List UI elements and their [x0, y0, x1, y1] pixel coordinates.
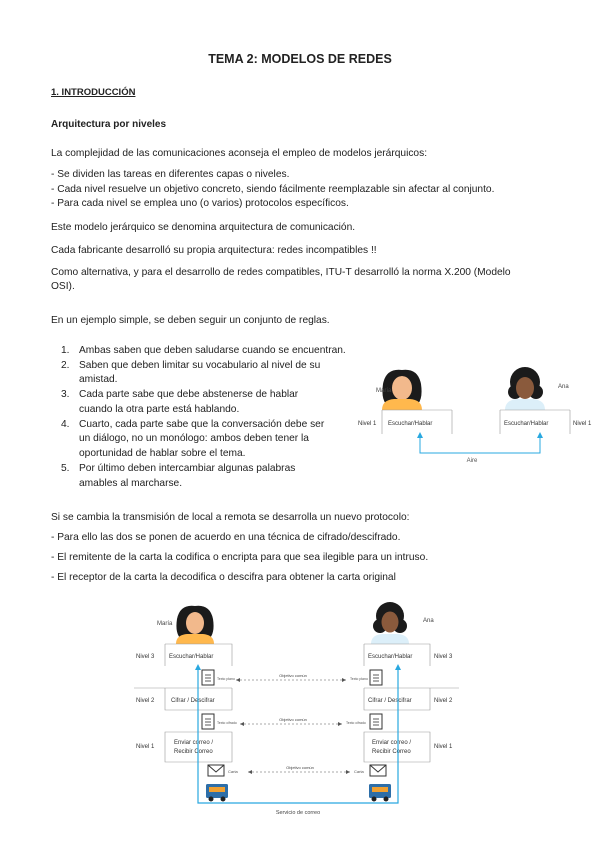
bullet-item: - Cada nivel resuelve un objetivo concreto, siendo fácilmente reemplazable sin afectar al conjunto. — [51, 184, 495, 195]
bullet-item: - Para ello las dos se ponen de acuerdo en una técnica de cifrado/descifrado. — [51, 532, 401, 543]
bullet-item: - El remitente de la carta la codifica o encripta para que sea ilegible para un intruso. — [51, 552, 429, 563]
rule-line: Cuarto, cada parte sabe que la conversación debe ser — [79, 419, 325, 430]
encrypted-document-icon — [202, 714, 214, 729]
encrypted-document-icon — [370, 714, 382, 729]
section-heading: 1. INTRODUCCIÓN — [51, 87, 136, 98]
document-icon — [202, 670, 214, 685]
diagram2-box-right: Cifrar / Descifrar — [368, 698, 412, 704]
diagram-level-left: Nivel 1 — [358, 421, 377, 427]
rule-line: oportunidad de hablar sobre el tema. — [79, 448, 246, 459]
rule-number: 4. — [61, 419, 70, 430]
subheading: Arquitectura por niveles — [51, 119, 167, 130]
rule-line: Cada parte sabe que debe abstenerse de hablar — [79, 389, 299, 400]
diagram2-level-right: Nivel 1 — [434, 744, 453, 750]
bullet-item: - Para cada nivel se emplea uno (o varios) protocolos específicos. — [51, 198, 349, 209]
diagram2-service-label: Servicio de correo — [275, 810, 321, 816]
diagram2-doc-left: Carta — [228, 769, 238, 774]
paragraph-remote: Si se cambia la transmisión de local a remota se desarrolla un nuevo protocolo: — [51, 512, 410, 523]
diagram2-box-right: Enviar correo / — [372, 740, 412, 746]
diagram2-doc-left: Texto cifrado — [217, 721, 237, 725]
paragraph-vendor: Cada fabricante desarrolló su propia arquitectura: redes incompatibles !! — [51, 245, 377, 256]
rule-number: 3. — [61, 389, 70, 400]
person-maria-icon — [176, 606, 214, 644]
document-icon — [370, 670, 382, 685]
diagram-medium-label: Aire — [466, 458, 478, 464]
diagram-name-ana: Ana — [558, 384, 569, 390]
paragraph-model: Este modelo jerárquico se denomina arquitectura de comunicación. — [51, 222, 356, 233]
diagram-box-left: Escuchar/Hablar — [388, 421, 433, 427]
diagram2-box-left: Enviar correo / — [174, 740, 214, 746]
diagram2-level-right: Nivel 3 — [434, 654, 453, 660]
diagram2-level-left: Nivel 3 — [136, 654, 155, 660]
page-title: TEMA 2: MODELOS DE REDES — [208, 52, 392, 66]
diagram2-doc-right: Texto plano — [350, 677, 368, 681]
paragraph-alt-line1: Como alternativa, y para el desarrollo de redes compatibles, ITU-T desarrolló la norma X.200 (Modelo — [51, 267, 511, 278]
diagram2-box-right: Escuchar/Hablar — [368, 654, 413, 660]
rule-number: 2. — [61, 360, 70, 371]
encryption-protocol-diagram — [124, 598, 464, 820]
paragraph-example: En un ejemplo simple, se deben seguir un conjunto de reglas. — [51, 315, 330, 326]
diagram2-box-left: Recibir Correo — [174, 749, 213, 755]
person-ana-icon — [505, 367, 545, 410]
diagram2-protocol-label: Objetivo común — [286, 765, 314, 770]
rule-line: cuando la otra parte está hablando. — [79, 404, 240, 415]
bullet-item: - El receptor de la carta la decodifica o descifra para obtener la carta original — [51, 572, 396, 583]
diagram2-box-right: Recibir Correo — [372, 749, 411, 755]
letter-icon — [370, 765, 386, 776]
mail-truck-icon — [206, 784, 228, 802]
diagram-box-right: Escuchar/Hablar — [504, 421, 549, 427]
diagram-level-right: Nivel 1 — [573, 421, 592, 427]
rule-line: Ambas saben que deben saludarse cuando se encuentran. — [79, 345, 346, 356]
diagram2-doc-right: Carta — [354, 769, 364, 774]
rule-line: amistad. — [79, 374, 118, 385]
diagram2-name-maria: María — [157, 621, 173, 627]
letter-icon — [208, 765, 224, 776]
diagram2-level-left: Nivel 1 — [136, 744, 155, 750]
person-ana-icon — [371, 602, 409, 644]
bullet-item: - Se dividen las tareas en diferentes capas o niveles. — [51, 169, 290, 180]
diagram2-protocol-label: Objetivo común — [279, 673, 307, 678]
conversation-diagram — [352, 362, 598, 468]
diagram2-box-left: Cifrar / Descifrar — [171, 698, 215, 704]
diagram2-doc-left: Texto plano — [217, 677, 235, 681]
rule-number: 5. — [61, 463, 70, 474]
paragraph-alt-line2: OSI). — [51, 281, 75, 292]
diagram2-name-ana: Ana — [423, 618, 434, 624]
mail-truck-icon — [369, 784, 391, 802]
diagram2-protocol-label: Objetivo común — [279, 717, 307, 722]
diagram2-level-left: Nivel 2 — [136, 698, 155, 704]
diagram2-doc-right: Texto cifrado — [346, 721, 366, 725]
rule-line: un diálogo, no un monólogo: ambos deben tener la — [79, 433, 309, 444]
rule-line: Saben que deben limitar su vocabulario al nivel de su — [79, 360, 321, 371]
rule-line: Por último deben intercambiar algunas palabras — [79, 463, 296, 474]
rule-number: 1. — [61, 345, 70, 356]
diagram2-level-right: Nivel 2 — [434, 698, 453, 704]
rule-line: amables al marcharse. — [79, 478, 183, 489]
diagram-name-maria: María — [376, 388, 392, 394]
diagram2-box-left: Escuchar/Hablar — [169, 654, 214, 660]
paragraph-intro: La complejidad de las comunicaciones aconseja el empleo de modelos jerárquicos: — [51, 148, 428, 159]
